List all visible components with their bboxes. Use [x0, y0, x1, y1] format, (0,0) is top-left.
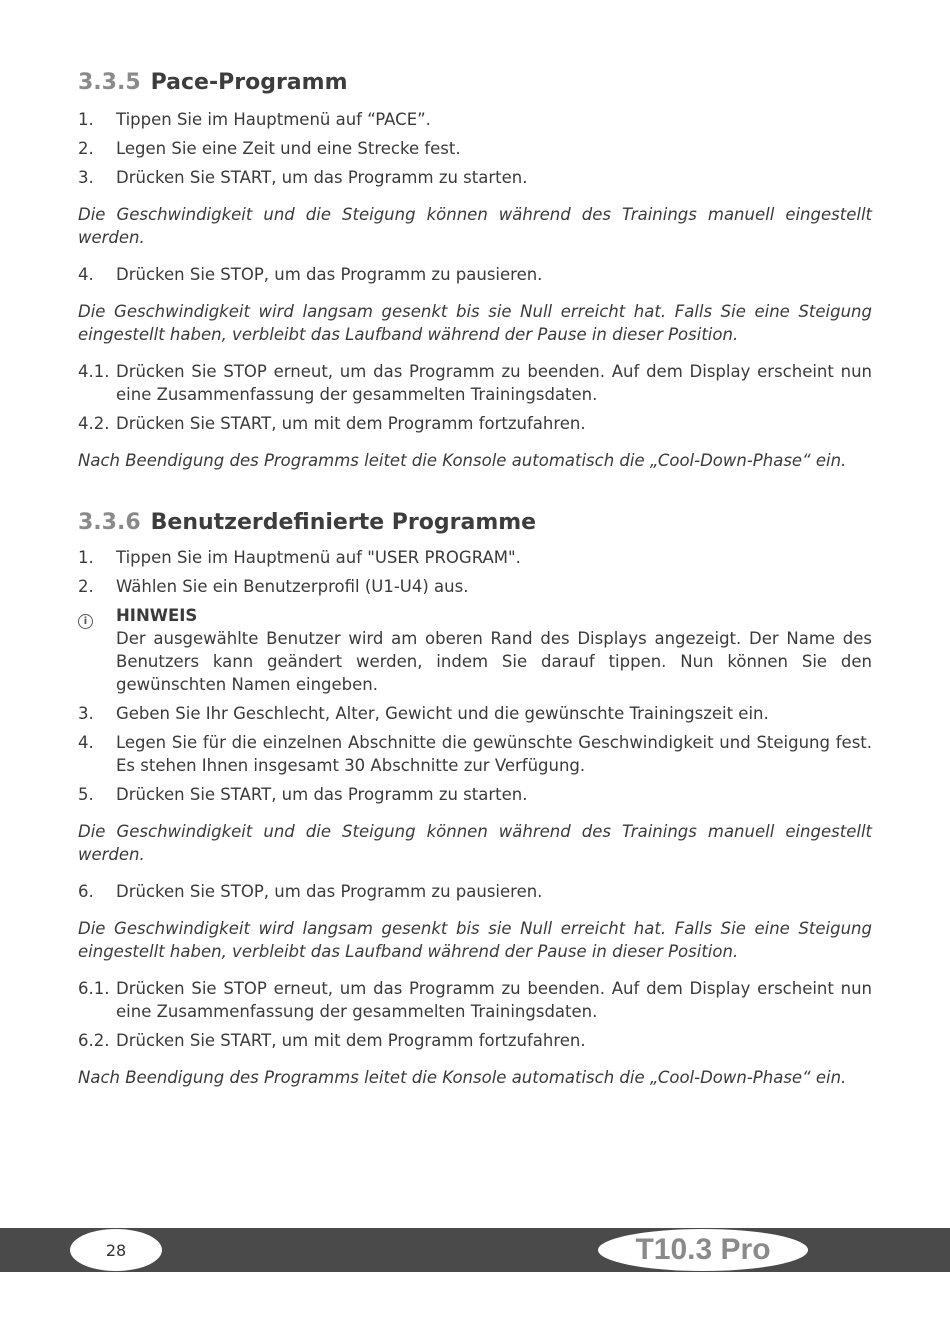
- list-item: 3. Geben Sie Ihr Geschlecht, Alter, Gewicht und die gewünschte Trainingszeit ein.: [78, 704, 769, 723]
- section-title: Pace-Programm: [150, 70, 348, 95]
- page-number: 28: [70, 1229, 162, 1271]
- list-item: 2. Legen Sie eine Zeit und eine Strecke fest.: [78, 139, 461, 158]
- list-item: 6.1. Drücken Sie STOP erneut, um das Programm zu beenden. Auf dem Display erscheint nun eine Zusammenfassung der gesammelten Trainingsdaten.: [78, 979, 872, 1021]
- list-item: 6. Drücken Sie STOP, um das Programm zu pausieren.: [78, 882, 543, 901]
- italic-note: Die Geschwindigkeit und die Steigung können während des Trainings manuell eingestellt werden.: [78, 822, 872, 864]
- hint-text: Der ausgewählte Benutzer wird am oberen Rand des Displays angezeigt. Der Name des Benutzers kann geändert werden, indem Sie darauf tippen. Nun können Sie den gewünschten Namen eingeben.: [116, 629, 872, 694]
- list-item: 3. Drücken Sie START, um das Programm zu starten.: [78, 168, 528, 187]
- italic-note: Die Geschwindigkeit wird langsam gesenkt bis sie Null erreicht hat. Falls Sie eine Steigung eingestellt haben, verbleibt das Laufband während der Pause in dieser Position.: [78, 302, 872, 344]
- italic-note: Die Geschwindigkeit und die Steigung können während des Trainings manuell eingestellt werden.: [78, 205, 872, 247]
- section-number: 3.3.5: [78, 70, 141, 95]
- info-icon: i: [78, 604, 116, 696]
- list-item: 4.1. Drücken Sie STOP erneut, um das Programm zu beenden. Auf dem Display erscheint nun eine Zusammenfassung der gesammelten Trainingsdaten.: [78, 362, 872, 404]
- section-title: Benutzerdefinierte Programme: [150, 510, 537, 535]
- model-name: T10.3 Pro: [598, 1229, 808, 1271]
- list-item: 4. Legen Sie für die einzelnen Abschnitte die gewünschte Geschwindigkeit und Steigung fest. Es stehen Ihnen insgesamt 30 Abschnitte zur Verfügung.: [78, 733, 872, 775]
- hint-box: [78, 604, 872, 696]
- list-item: 4. Drücken Sie STOP, um das Programm zu pausieren.: [78, 265, 543, 284]
- list-item: 4.2. Drücken Sie START, um mit dem Programm fortzufahren.: [78, 414, 586, 433]
- list-item: 1. Tippen Sie im Hauptmenü auf "USER PROGRAM".: [78, 548, 521, 567]
- section-number: 3.3.6: [78, 510, 141, 535]
- italic-note: Nach Beendigung des Programms leitet die Konsole automatisch die „Cool-Down-Phase“ ein.: [78, 1068, 847, 1087]
- list-item: 1. Tippen Sie im Hauptmenü auf “PACE”.: [78, 110, 431, 129]
- hint-label: HINWEIS: [116, 606, 198, 625]
- page-content: [78, 68, 872, 1103]
- italic-note: Nach Beendigung des Programms leitet die Konsole automatisch die „Cool-Down-Phase“ ein.: [78, 451, 847, 470]
- section-heading-user: [78, 508, 872, 538]
- list-item: 6.2. Drücken Sie START, um mit dem Programm fortzufahren.: [78, 1031, 586, 1050]
- list-item: 5. Drücken Sie START, um das Programm zu starten.: [78, 785, 528, 804]
- list-item: 2. Wählen Sie ein Benutzerprofil (U1-U4) aus.: [78, 577, 469, 596]
- italic-note: Die Geschwindigkeit wird langsam gesenkt bis sie Null erreicht hat. Falls Sie eine Steigung eingestellt haben, verbleibt das Laufband während der Pause in dieser Position.: [78, 919, 872, 961]
- section-heading-pace: [78, 68, 872, 98]
